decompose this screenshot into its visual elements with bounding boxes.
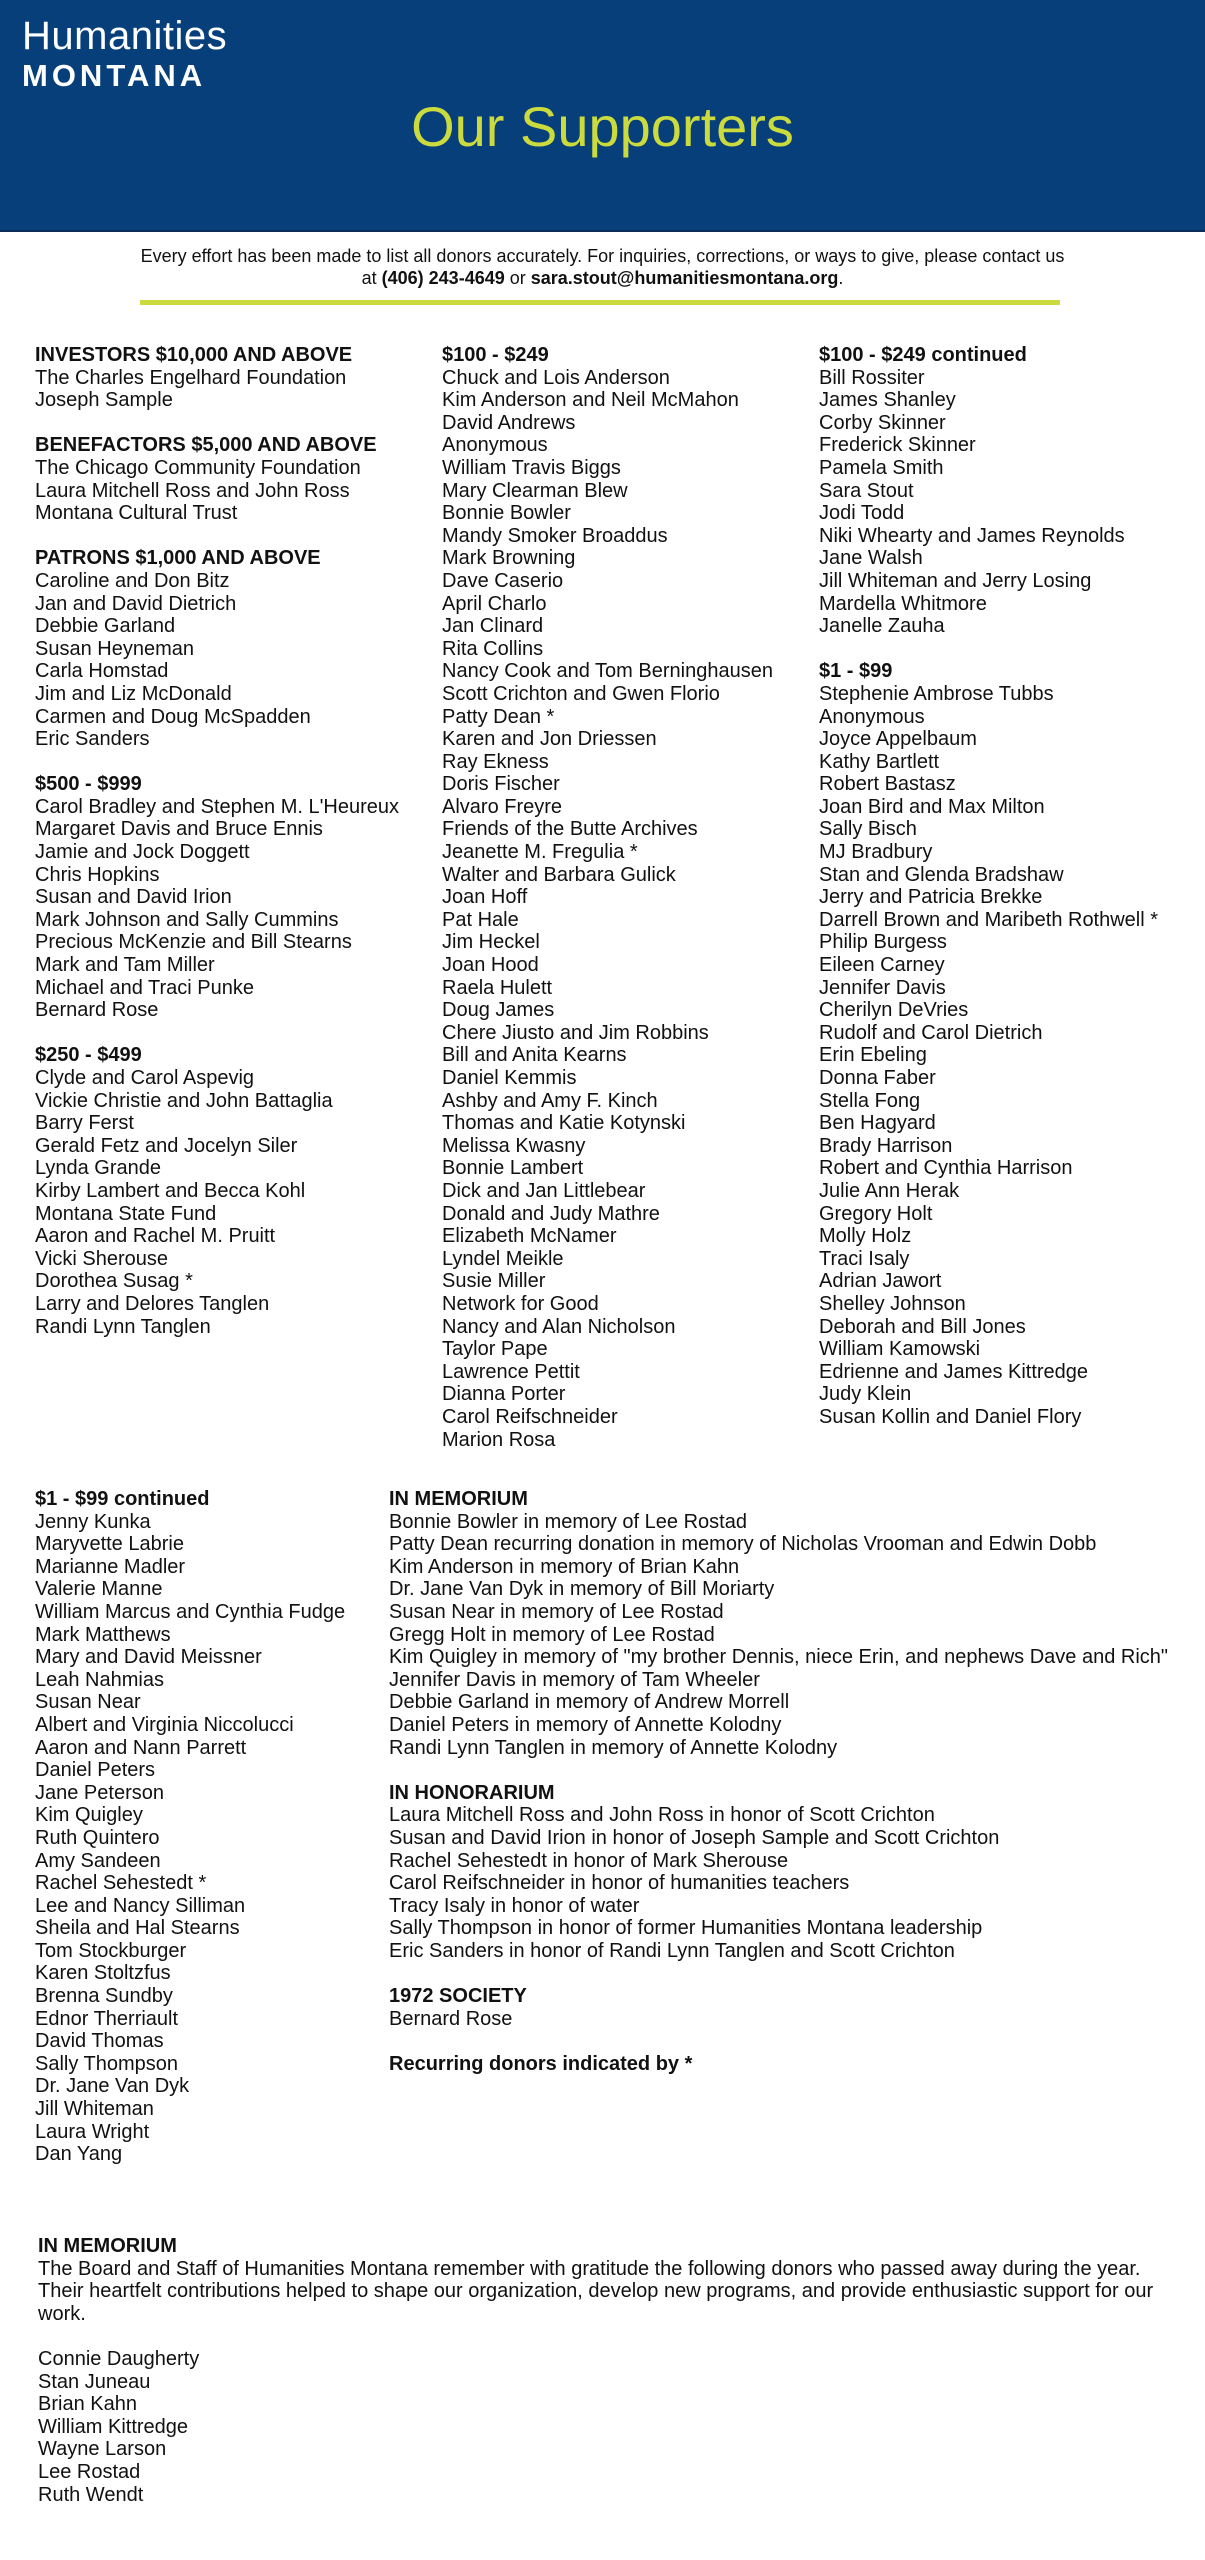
section-heading: $1 - $99 [819, 660, 893, 683]
section-250-499 [35, 1044, 435, 1338]
donor-name: Deborah and Bill Jones [819, 1315, 1026, 1338]
donor-name: Sara Stout [819, 479, 914, 502]
donor-name: Rudolf and Carol Dietrich [819, 1021, 1043, 1044]
section-100-249-continued [819, 344, 1189, 638]
donor-name: Ruth Wendt [38, 2483, 144, 2506]
donor-name: Edrienne and James Kittredge [819, 1360, 1089, 1383]
logo-line2: MONTANA [22, 58, 207, 93]
donor-name: Albert and Virginia Niccolucci [35, 1713, 294, 1736]
donor-name: Susan Kollin and Daniel Flory [819, 1405, 1082, 1428]
column-5 [389, 1488, 1199, 2075]
donor-name: Nancy and Alan Nicholson [442, 1315, 676, 1338]
section-heading: 1972 SOCIETY [389, 1985, 527, 2008]
donor-name: Doug James [442, 999, 555, 1022]
donor-name: Mark Browning [442, 547, 576, 570]
donor-name: Jill Whiteman [35, 2098, 154, 2121]
donor-name: Darrell Brown and Maribeth Rothwell * [819, 908, 1159, 931]
recurring-donors-note: Recurring donors indicated by * [389, 2052, 693, 2075]
donor-name: Dick and Jan Littlebear [442, 1179, 646, 1202]
donor-name: Dave Caserio [442, 569, 564, 592]
donor-name: Joseph Sample [35, 389, 173, 412]
donor-name: Mark and Tam Miller [35, 954, 215, 977]
donor-name: Kim Anderson in memory of Brian Kahn [389, 1555, 740, 1578]
donor-name: Mardella Whitmore [819, 592, 987, 615]
donor-name: Jane Walsh [819, 547, 923, 570]
donor-name: Carla Homstad [35, 660, 169, 683]
donor-name: Bonnie Bowler [442, 502, 571, 525]
donor-name: Dan Yang [35, 2143, 123, 2166]
donor-name: Sheila and Hal Stearns [35, 1917, 240, 1940]
donor-name: Mark Johnson and Sally Cummins [35, 908, 339, 931]
intro-text [140, 245, 1065, 289]
donor-name: Erin Ebeling [819, 1044, 927, 1067]
donor-name: Gerald Fetz and Jocelyn Siler [35, 1134, 298, 1157]
donor-name: Jim Heckel [442, 931, 540, 954]
donor-name: Caroline and Don Bitz [35, 569, 230, 592]
donor-name: Chere Jiusto and Jim Robbins [442, 1021, 709, 1044]
donor-name: Bonnie Bowler in memory of Lee Rostad [389, 1510, 747, 1533]
donor-name: Jenny Kunka [35, 1510, 151, 1533]
donor-name: Carmen and Doug McSpadden [35, 705, 311, 728]
donor-name: Ashby and Amy F. Kinch [442, 1089, 658, 1112]
donor-name: Eric Sanders in honor of Randi Lynn Tanglen and Scott Crichton [389, 1939, 955, 1962]
donor-name: Anonymous [442, 434, 548, 457]
donor-name: Laura Mitchell Ross and John Ross in honor of Scott Crichton [389, 1804, 935, 1827]
donor-name: Lawrence Pettit [442, 1360, 580, 1383]
donor-name: Jim and Liz McDonald [35, 682, 232, 705]
donor-name: Chuck and Lois Anderson [442, 366, 670, 389]
donor-name: Aaron and Nann Parrett [35, 1736, 247, 1759]
column-3 [819, 344, 1189, 1451]
donor-name: Eric Sanders [35, 728, 150, 751]
donor-name: Kim Quigley in memory of "my brother Dennis, niece Erin, and nephews Dave and Rich" [389, 1646, 1168, 1669]
donor-name: Tom Stockburger [35, 1939, 187, 1962]
intro-end: . [838, 268, 844, 288]
donor-name: Susie Miller [442, 1270, 546, 1293]
donor-name: Network for Good [442, 1292, 599, 1315]
humanities-montana-logo [22, 14, 227, 94]
donor-name: Sally Thompson in honor of former Humanities Montana leadership [389, 1917, 983, 1940]
donor-name: Jamie and Jock Doggett [35, 841, 250, 864]
donor-name: Margaret Davis and Bruce Ennis [35, 818, 323, 841]
donor-name: Kim Anderson and Neil McMahon [442, 389, 739, 412]
intro-before: Every effort has been made to list all donors accurately. For inquiries, corrections, or ways to give, please contact us at [140, 246, 1065, 288]
donor-name: Marianne Madler [35, 1555, 186, 1578]
donor-name: Gregg Holt in memory of Lee Rostad [389, 1623, 715, 1646]
donor-name: Jane Peterson [35, 1781, 164, 1804]
donor-name: Taylor Pape [442, 1338, 548, 1361]
donor-name: Donald and Judy Mathre [442, 1202, 660, 1225]
donor-name: Jeanette M. Fregulia * [442, 841, 638, 864]
donor-name: Walter and Barbara Gulick [442, 863, 676, 886]
memorium-names [38, 2348, 1168, 2506]
donor-name: Alvaro Freyre [442, 795, 563, 818]
donor-name: Cherilyn DeVries [819, 999, 969, 1022]
donor-name: Molly Holz [819, 1225, 912, 1248]
section-heading: $100 - $249 [442, 344, 549, 366]
donor-name: Shelley Johnson [819, 1292, 966, 1315]
donor-name: Eileen Carney [819, 954, 945, 977]
donor-name: Sally Thompson [35, 2052, 179, 2075]
section-heading: IN MEMORIUM [38, 2235, 177, 2257]
donor-name: Julie Ann Herak [819, 1179, 960, 1202]
donor-name: Jill Whiteman and Jerry Losing [819, 569, 1092, 592]
donor-name: Joan Hoff [442, 886, 528, 909]
donor-name: Joan Hood [442, 954, 539, 977]
donor-name: Ben Hagyard [819, 1112, 936, 1135]
donor-name: Dianna Porter [442, 1383, 566, 1406]
donor-name: Judy Klein [819, 1383, 912, 1406]
donor-name: David Andrews [442, 411, 576, 434]
donor-name: Laura Mitchell Ross and John Ross [35, 479, 350, 502]
donor-name: Robert Bastasz [819, 773, 956, 796]
donor-name: Dr. Jane Van Dyk [35, 2075, 190, 2098]
donor-name: Carol Reifschneider [442, 1405, 618, 1428]
donor-name: Bill Rossiter [819, 366, 925, 389]
donor-name: Kim Quigley [35, 1804, 143, 1827]
donor-name: Susan Near in memory of Lee Rostad [389, 1600, 724, 1623]
donor-name: Larry and Delores Tanglen [35, 1292, 270, 1315]
donor-name: Randi Lynn Tanglen in memory of Annette Kolodny [389, 1736, 838, 1759]
donor-name: Friends of the Butte Archives [442, 818, 698, 841]
donor-name: Jan and David Dietrich [35, 592, 237, 615]
donor-name: Stella Fong [819, 1089, 921, 1112]
donor-name: Amy Sandeen [35, 1849, 161, 1872]
donor-name: Sally Bisch [819, 818, 917, 841]
donor-name: Carol Bradley and Stephen M. L'Heureux [35, 795, 400, 818]
bottom-in-memorium [38, 2235, 1168, 2506]
donor-name: Karen and Jon Driessen [442, 728, 657, 751]
donor-name: Dorothea Susag * [35, 1270, 193, 1293]
logo-line1: Humanities [22, 14, 228, 58]
section-heading: IN HONORARIUM [389, 1781, 555, 1804]
donor-name: Laura Wright [35, 2120, 150, 2143]
donor-name: Montana Cultural Trust [35, 502, 238, 525]
contact-phone[interactable]: (406) 243-4649 [381, 268, 505, 288]
donor-name: Vickie Christie and John Battaglia [35, 1089, 333, 1112]
donor-name: James Shanley [819, 389, 956, 412]
section-heading: IN MEMORIUM [389, 1488, 528, 1510]
donor-name: Aaron and Rachel M. Pruitt [35, 1225, 276, 1248]
donor-name: Bernard Rose [35, 999, 159, 1022]
donor-name: Rachel Sehestedt * [35, 1872, 207, 1895]
donor-name: Nancy Cook and Tom Berninghausen [442, 660, 773, 683]
section-in-memorium [389, 1488, 1199, 1759]
donor-name: Lynda Grande [35, 1157, 162, 1180]
donor-name: Susan and David Irion in honor of Joseph Sample and Scott Crichton [389, 1826, 1000, 1849]
donor-name: Maryvette Labrie [35, 1533, 184, 1556]
donor-name: Debbie Garland [35, 615, 176, 638]
column-4 [35, 1488, 375, 2188]
donor-name: Montana State Fund [35, 1202, 217, 1225]
donor-name: Niki Whearty and James Reynolds [819, 524, 1125, 547]
donor-name: Carol Reifschneider in honor of humanities teachers [389, 1872, 850, 1895]
divider-rule [140, 300, 1060, 305]
donor-name: Rachel Sehestedt in honor of Mark Sherouse [389, 1849, 789, 1872]
donor-name: Marion Rosa [442, 1428, 556, 1451]
donor-name: Daniel Kemmis [442, 1067, 577, 1089]
donor-name: Mandy Smoker Broaddus [442, 524, 668, 547]
donor-name: Mary Clearman Blew [442, 479, 628, 502]
donor-name: Vicki Sherouse [35, 1247, 169, 1270]
donor-name: Donna Faber [819, 1067, 936, 1089]
donor-name: Lyndel Meikle [442, 1247, 564, 1270]
donor-name: Bonnie Lambert [442, 1157, 584, 1180]
section-investors [35, 344, 435, 412]
donor-name: Thomas and Katie Kotynski [442, 1112, 686, 1135]
donor-name: Rita Collins [442, 637, 544, 660]
donor-name: Raela Hulett [442, 976, 553, 999]
donor-name: Susan and David Irion [35, 886, 232, 909]
donor-name: Susan Heyneman [35, 637, 194, 660]
donor-name: The Charles Engelhard Foundation [35, 366, 347, 389]
donor-name: Connie Daugherty [38, 2347, 200, 2370]
donor-name: Joan Bird and Max Milton [819, 795, 1045, 818]
donor-name: Anonymous [819, 705, 925, 728]
donor-name: Wayne Larson [38, 2438, 167, 2461]
donor-name: Traci Isaly [819, 1247, 910, 1270]
donor-name: Philip Burgess [819, 931, 947, 954]
donor-name: Clyde and Carol Aspevig [35, 1067, 255, 1089]
donor-name: MJ Bradbury [819, 841, 933, 864]
donor-name: Debbie Garland in memory of Andrew Morrell [389, 1691, 790, 1714]
page-title: Our Supporters [411, 95, 794, 158]
donor-name: Stephenie Ambrose Tubbs [819, 682, 1054, 705]
donor-name: Janelle Zauha [819, 615, 945, 638]
section-1-99 [819, 660, 1189, 1428]
donor-name: Jan Clinard [442, 615, 544, 638]
donor-name: Leah Nahmias [35, 1668, 164, 1691]
section-500-999 [35, 773, 435, 1022]
donor-name: David Thomas [35, 2030, 164, 2053]
donor-name: April Charlo [442, 592, 547, 615]
donor-name: Ruth Quintero [35, 1826, 160, 1849]
donor-name: Jennifer Davis in memory of Tam Wheeler [389, 1668, 760, 1691]
donor-name: Joyce Appelbaum [819, 728, 977, 751]
memorium-paragraph: The Board and Staff of Humanities Montana remember with gratitude the following donors who passed away during the year. Their heartfelt contributions helped to shape our organization, develop new programs, and provide enthusiastic support for our work. [38, 2257, 1154, 2325]
donor-name: Jennifer Davis [819, 976, 946, 999]
donor-name: Jodi Todd [819, 502, 905, 525]
donor-name: Pamela Smith [819, 456, 944, 479]
donor-name: Ednor Therriault [35, 2007, 179, 2030]
header-banner [0, 0, 1205, 232]
contact-email[interactable]: sara.stout@humanitiesmontana.org [530, 268, 839, 288]
section-benefactors [35, 434, 435, 524]
column-2 [442, 344, 812, 1474]
donor-name: Frederick Skinner [819, 434, 976, 457]
section-1972-society [389, 1985, 1199, 2030]
donor-name: Brian Kahn [38, 2393, 137, 2416]
donor-name: William Travis Biggs [442, 456, 621, 479]
section-heading: $1 - $99 continued [35, 1488, 210, 1510]
section-in-honorarium [389, 1782, 1199, 1963]
section-1-99-continued [35, 1488, 375, 2166]
donor-name: Pat Hale [442, 908, 519, 931]
donor-name: Susan Near [35, 1691, 141, 1714]
donor-name: The Chicago Community Foundation [35, 456, 361, 479]
donor-name: Mark Matthews [35, 1623, 171, 1646]
donor-name: Kirby Lambert and Becca Kohl [35, 1179, 306, 1202]
donor-name: Bernard Rose [389, 2007, 513, 2030]
donor-name: Ray Ekness [442, 750, 549, 773]
donor-name: Stan Juneau [38, 2370, 151, 2393]
donor-name: William Marcus and Cynthia Fudge [35, 1600, 346, 1623]
donor-name: Gregory Holt [819, 1202, 933, 1225]
donor-name: Precious McKenzie and Bill Stearns [35, 931, 352, 954]
donor-name: Michael and Traci Punke [35, 976, 255, 999]
donor-name: Barry Ferst [35, 1112, 134, 1135]
donor-name: Dr. Jane Van Dyk in memory of Bill Moriarty [389, 1578, 775, 1601]
donor-name: Corby Skinner [819, 411, 946, 434]
donor-name: Jerry and Patricia Brekke [819, 886, 1043, 909]
donor-name: Daniel Peters in memory of Annette Kolodny [389, 1713, 782, 1736]
donor-name: Karen Stoltzfus [35, 1962, 171, 1985]
donor-name: Daniel Peters [35, 1759, 156, 1782]
section-heading: $250 - $499 [35, 1044, 142, 1067]
donor-name: Brenna Sundby [35, 1985, 173, 2008]
section-heading: INVESTORS $10,000 AND ABOVE [35, 344, 353, 366]
donor-name: Chris Hopkins [35, 863, 160, 886]
intro-or: or [504, 268, 531, 288]
donor-name: William Kamowski [819, 1338, 981, 1361]
donor-name: Tracy Isaly in honor of water [389, 1894, 640, 1917]
donor-name: Lee and Nancy Silliman [35, 1894, 246, 1917]
donor-name: Mary and David Meissner [35, 1646, 262, 1669]
section-heading: PATRONS $1,000 AND ABOVE [35, 547, 321, 570]
section-heading: $500 - $999 [35, 773, 142, 796]
donor-name: Bill and Anita Kearns [442, 1044, 627, 1067]
donor-name: Patty Dean recurring donation in memory of Nicholas Vrooman and Edwin Dobb [389, 1533, 1097, 1556]
section-heading: $100 - $249 continued [819, 344, 1027, 366]
donor-name: Scott Crichton and Gwen Florio [442, 682, 720, 705]
donor-name: Lee Rostad [38, 2460, 141, 2483]
donor-name: Patty Dean * [442, 705, 555, 728]
donor-name: Robert and Cynthia Harrison [819, 1157, 1073, 1180]
donor-name: Brady Harrison [819, 1134, 953, 1157]
donor-name: Kathy Bartlett [819, 750, 940, 773]
donor-name: Melissa Kwasny [442, 1134, 586, 1157]
donor-name: Elizabeth McNamer [442, 1225, 617, 1248]
donor-name: Stan and Glenda Bradshaw [819, 863, 1064, 886]
donor-name: Adrian Jawort [819, 1270, 942, 1293]
donor-name: Valerie Manne [35, 1578, 163, 1601]
donor-name: Randi Lynn Tanglen [35, 1315, 211, 1338]
donor-name: William Kittredge [38, 2415, 189, 2438]
column-1 [35, 344, 435, 1361]
section-100-249 [442, 344, 812, 1451]
section-heading: BENEFACTORS $5,000 AND ABOVE [35, 434, 377, 457]
section-patrons [35, 547, 435, 750]
donor-name: Doris Fischer [442, 773, 560, 796]
